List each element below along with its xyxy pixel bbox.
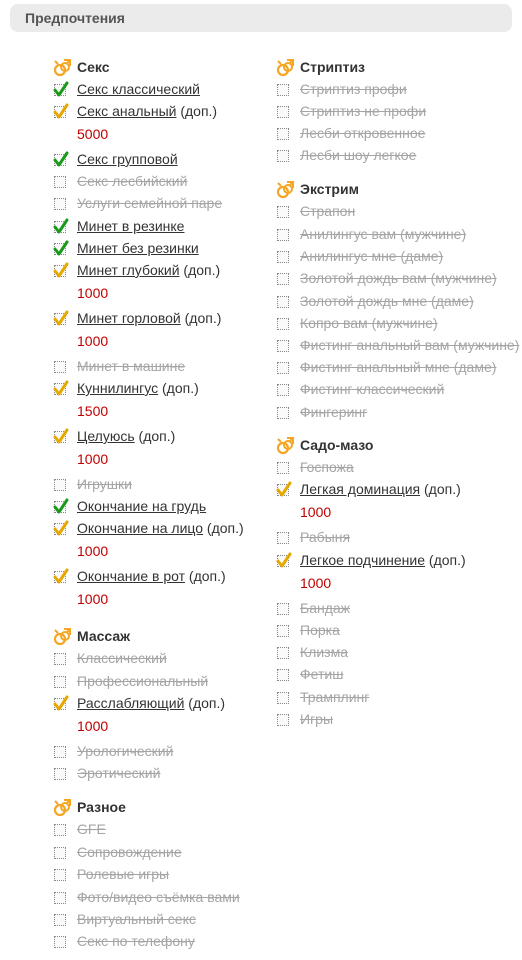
preference-label: Анилингус вам (мужчине) <box>300 226 467 242</box>
extra-charge-note: (доп.) <box>203 520 244 536</box>
preference-label: Стриптиз профи <box>300 81 407 97</box>
checked-extra-checkbox[interactable] <box>54 383 66 395</box>
preference-label[interactable] <box>77 217 184 235</box>
preference-item <box>277 124 482 144</box>
preference-checkbox[interactable] <box>54 936 66 948</box>
preference-item <box>277 458 482 478</box>
preference-label: Фистинг анальный мне (даме) <box>300 359 497 375</box>
preference-link[interactable]: Окончание на грудь <box>77 498 207 514</box>
gender-symbol-icon <box>52 798 72 818</box>
extra-charge-note: (доп.) <box>176 103 218 119</box>
preference-checkbox[interactable] <box>277 150 289 162</box>
extra-charge-note: (доп.) <box>180 310 222 326</box>
preference-label: Порка <box>300 622 340 638</box>
extra-charge-note: (доп.) <box>179 262 221 278</box>
preference-label[interactable] <box>77 567 226 585</box>
category-title: Разное <box>77 799 126 815</box>
preference-label: Копро вам (мужчине) <box>300 315 438 331</box>
checked-extra-checkbox[interactable] <box>54 431 66 443</box>
preference-checkbox[interactable] <box>54 768 66 780</box>
preference-checkbox[interactable] <box>54 847 66 859</box>
preference-label: Стриптиз не профи <box>300 103 427 119</box>
preference-checkbox[interactable] <box>277 384 289 396</box>
gender-symbol-icon <box>52 58 72 78</box>
checked-extra-checkbox[interactable] <box>54 571 66 583</box>
extra-price: 1000 <box>77 333 109 349</box>
preference-checkbox[interactable] <box>54 653 66 665</box>
preference-link[interactable]: Куннилингус <box>77 380 159 396</box>
gender-symbol-icon <box>275 58 295 78</box>
preference-label: Урологический <box>77 743 174 759</box>
extra-charge-note: (доп.) <box>420 481 461 497</box>
gender-symbol-icon <box>275 436 295 456</box>
preference-link[interactable]: Секс классический <box>77 81 200 97</box>
preference-checkbox[interactable] <box>277 625 289 637</box>
preference-item <box>277 202 482 222</box>
preferences-header <box>10 4 512 32</box>
preference-checkbox[interactable] <box>54 824 66 836</box>
preference-checkbox[interactable] <box>277 128 289 140</box>
preference-checkbox[interactable] <box>277 318 289 330</box>
checked-extra-checkbox[interactable] <box>54 106 66 118</box>
category-title: Садо-мазо <box>300 437 374 453</box>
extra-price: 5000 <box>77 126 109 142</box>
preference-checkbox[interactable] <box>277 647 289 659</box>
preference-label: Секс по телефону <box>77 933 195 949</box>
preference-item <box>277 551 482 571</box>
preference-link[interactable]: Секс групповой <box>77 151 178 167</box>
preference-item <box>277 380 482 400</box>
checked-extra-checkbox[interactable] <box>277 555 289 567</box>
preference-link[interactable]: Минет в резинке <box>77 218 185 234</box>
category-title: Массаж <box>77 628 131 644</box>
preference-link[interactable]: Минет глубокий <box>77 262 180 278</box>
preference-checkbox[interactable] <box>277 669 289 681</box>
preference-item <box>277 292 482 312</box>
extra-price: 1000 <box>77 285 109 301</box>
preference-label: Игры <box>300 711 334 727</box>
preference-checkbox[interactable] <box>54 198 66 210</box>
preference-link[interactable]: Секс анальный <box>77 103 177 119</box>
preference-checkbox[interactable] <box>54 914 66 926</box>
checked-extra-checkbox[interactable] <box>277 484 289 496</box>
preference-checkbox[interactable] <box>277 714 289 726</box>
preference-label[interactable] <box>77 427 175 445</box>
preference-link[interactable]: Расслабляющий <box>77 695 185 711</box>
preference-item <box>277 480 482 500</box>
preference-checkbox[interactable] <box>54 869 66 881</box>
preference-label[interactable] <box>77 80 200 98</box>
extra-price: 1000 <box>300 575 332 591</box>
preference-item <box>277 102 482 122</box>
extra-charge-note: (доп.) <box>134 428 176 444</box>
preference-checkbox[interactable] <box>277 273 289 285</box>
preference-label[interactable] <box>300 480 482 498</box>
preference-label: Фистинг анальный вам (мужчине) <box>300 337 520 353</box>
preference-label: Игрушки <box>77 476 132 492</box>
preference-link[interactable]: Легкая доминация <box>300 481 421 497</box>
checked-green-checkbox[interactable] <box>54 84 66 96</box>
extra-price: 1000 <box>77 718 109 734</box>
preference-checkbox[interactable] <box>277 296 289 308</box>
preference-label: Госпожа <box>300 459 354 475</box>
extra-price: 1000 <box>77 543 109 559</box>
preference-label: Страпон <box>300 203 356 219</box>
preference-item <box>277 528 482 548</box>
category-title: Стриптиз <box>300 59 366 75</box>
preference-label: Анилингус мне (даме) <box>300 248 444 264</box>
preference-label[interactable] <box>300 551 482 569</box>
preference-label: Лесби откровенное <box>300 125 426 141</box>
preference-checkbox[interactable] <box>54 361 66 373</box>
preference-label: Фистинг классический <box>300 381 445 397</box>
preference-item <box>277 146 482 166</box>
extra-charge-note: (доп.) <box>158 380 199 396</box>
extra-price: 1500 <box>77 403 109 419</box>
preference-item <box>277 665 482 685</box>
checked-extra-checkbox[interactable] <box>54 523 66 535</box>
extra-price: 1000 <box>77 591 109 607</box>
preference-label: Клизма <box>300 644 348 660</box>
preference-item <box>277 403 482 423</box>
gender-symbol-icon <box>275 180 295 200</box>
checked-extra-checkbox[interactable] <box>54 265 66 277</box>
preference-item <box>277 269 497 289</box>
preference-label[interactable] <box>77 239 199 257</box>
checked-green-checkbox[interactable] <box>54 501 66 513</box>
preference-label: Услуги семейной паре <box>77 195 223 211</box>
preference-link[interactable]: Минет без резинки <box>77 240 199 256</box>
preference-label[interactable] <box>77 519 244 537</box>
preference-link[interactable]: Легкое подчинение <box>300 552 426 568</box>
preference-label: Фингеринг <box>300 404 368 420</box>
checked-green-checkbox[interactable] <box>54 221 66 233</box>
preference-label: Виртуальный секс <box>77 911 196 927</box>
checked-green-checkbox[interactable] <box>54 243 66 255</box>
preference-item <box>277 80 482 100</box>
preference-item <box>277 225 482 245</box>
preference-checkbox[interactable] <box>277 251 289 263</box>
preference-label[interactable] <box>77 309 221 327</box>
extra-charge-note: (доп.) <box>425 552 466 568</box>
preference-checkbox[interactable] <box>277 362 289 374</box>
preference-label: GFE <box>77 821 106 837</box>
category-title: Секс <box>77 59 110 75</box>
preference-link[interactable]: Окончание на лицо <box>77 520 204 536</box>
preferences-title: Предпочтения <box>25 10 125 26</box>
preference-checkbox[interactable] <box>277 603 289 615</box>
preference-checkbox[interactable] <box>277 532 289 544</box>
extra-price: 1000 <box>77 451 109 467</box>
preference-label: Минет в машине <box>77 358 186 374</box>
preference-item <box>277 336 520 356</box>
preference-link[interactable]: Минет горловой <box>77 310 181 326</box>
preference-link[interactable]: Целуюсь <box>77 428 135 444</box>
checked-green-checkbox[interactable] <box>54 154 66 166</box>
preference-label: Эротический <box>77 765 161 781</box>
preference-checkbox[interactable] <box>277 340 289 352</box>
preference-label: Трамплинг <box>300 689 370 705</box>
preference-item <box>277 247 482 267</box>
extra-price: 1000 <box>300 504 332 520</box>
preference-label: Фетиш <box>300 666 344 682</box>
preference-item <box>277 314 482 334</box>
preference-item <box>277 621 482 641</box>
checked-extra-checkbox[interactable] <box>54 313 66 325</box>
preference-checkbox[interactable] <box>54 676 66 688</box>
preference-label[interactable] <box>77 694 225 712</box>
preference-label[interactable] <box>77 261 220 279</box>
preference-checkbox[interactable] <box>277 84 289 96</box>
preference-checkbox[interactable] <box>277 106 289 118</box>
extra-charge-note: (доп.) <box>184 695 226 711</box>
preference-checkbox[interactable] <box>277 229 289 241</box>
preference-label: Классический <box>77 650 167 666</box>
preference-checkbox[interactable] <box>54 176 66 188</box>
preference-link[interactable]: Окончание в рот <box>77 568 186 584</box>
preference-item <box>277 688 482 708</box>
preference-label: Ролевые игры <box>77 866 170 882</box>
preference-item <box>277 643 482 663</box>
gender-symbol-icon <box>52 627 72 647</box>
extra-charge-note: (доп.) <box>185 568 226 584</box>
preference-label[interactable] <box>77 102 217 120</box>
preference-label: Профессиональный <box>77 673 209 689</box>
preference-checkbox[interactable] <box>54 892 66 904</box>
preference-item <box>277 710 482 730</box>
preference-checkbox[interactable] <box>277 407 289 419</box>
preference-label: Сопровождение <box>77 844 182 860</box>
preference-checkbox[interactable] <box>54 479 66 491</box>
preference-checkbox[interactable] <box>277 692 289 704</box>
preference-item <box>277 358 497 378</box>
preference-checkbox[interactable] <box>54 746 66 758</box>
category-title: Экстрим <box>300 181 359 197</box>
preference-label: Золотой дождь мне (даме) <box>300 293 474 309</box>
preference-checkbox[interactable] <box>277 206 289 218</box>
preference-label: Бандаж <box>300 600 351 616</box>
preference-label: Фото/видео съёмка вами <box>77 889 240 905</box>
preference-checkbox[interactable] <box>277 462 289 474</box>
preference-label: Секс лесбийский <box>77 173 188 189</box>
preference-label[interactable] <box>77 379 199 397</box>
preference-label[interactable] <box>77 497 206 515</box>
preference-label: Лесби шоу легкое <box>300 147 417 163</box>
preference-label: Рабыня <box>300 529 351 545</box>
checked-extra-checkbox[interactable] <box>54 698 66 710</box>
preference-label[interactable] <box>77 150 178 168</box>
preference-label: Золотой дождь вам (мужчине) <box>300 270 497 286</box>
preference-item <box>277 599 482 619</box>
